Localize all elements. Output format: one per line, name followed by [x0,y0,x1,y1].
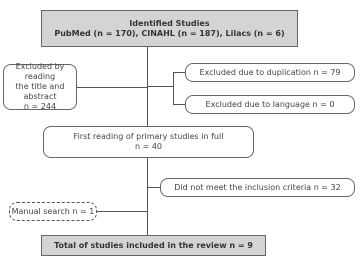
excluded-language-box [185,95,355,114]
connector-duplication [173,72,185,73]
identified-sources: PubMed (n = 170), CINAHL (n = 187), Lilacs (n = 6) [54,28,285,38]
total-included-text: Total of studies included in the review n = 9 [54,240,253,250]
first-reading-box [43,126,254,158]
excluded-reading-line2: the title and abstract [15,82,65,101]
connector-right-vertical [173,72,174,104]
connector-inclusion [147,187,160,188]
manual-search-box [9,202,97,221]
identified-title: Identified Studies [129,18,210,28]
inclusion-criteria-text: Did not meet the inclusion criteria n = 32 [174,182,341,192]
manual-search-text: Manual search n = 1 [11,206,95,216]
excluded-duplication-box [185,63,355,82]
excluded-reading-count: n = 244 [23,102,57,111]
inclusion-criteria-box [160,178,355,197]
total-included-box [41,235,266,256]
first-reading-label: First reading of primary studies in full [73,132,224,141]
connector-language [173,104,185,105]
identified-studies-box [41,10,298,47]
connector-left-excluded [77,87,147,88]
excluded-reading-line1: Excluded by reading [15,62,65,81]
excluded-language-text: Excluded due to language n = 0 [205,99,335,109]
connector-manual [97,211,147,212]
connector-right-branch [147,86,174,87]
first-reading-count: n = 40 [134,142,163,151]
excluded-reading-box [3,64,77,110]
excluded-duplication-text: Excluded due to duplication n = 79 [199,67,341,77]
